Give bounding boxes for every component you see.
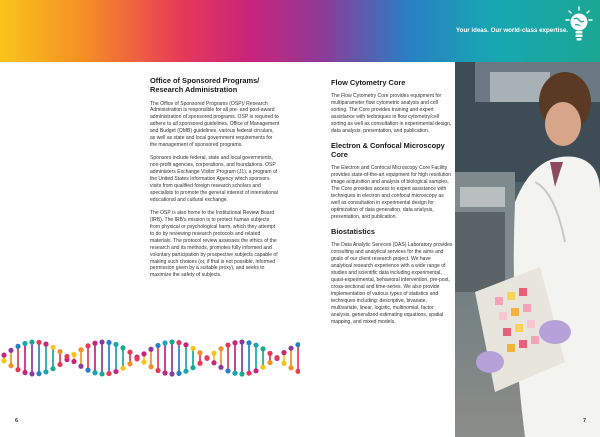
- dna-node: [113, 342, 118, 347]
- dna-node: [190, 346, 195, 351]
- dna-helix-graphic: [0, 300, 300, 420]
- dna-node: [15, 367, 20, 372]
- dna-node: [183, 369, 188, 374]
- dna-node: [71, 352, 76, 357]
- dna-node: [99, 371, 104, 376]
- dna-node: [120, 345, 125, 350]
- dna-node: [260, 346, 265, 351]
- dna-node: [169, 339, 174, 344]
- dna-node: [106, 371, 111, 376]
- dna-node: [29, 371, 34, 376]
- dna-node: [29, 340, 34, 345]
- osp-paragraph-1: The Office of Sponsored Programs (OSP)/ Research Administration is responsible for all pre- and post-award administration of sponsored programs. OSP is required to adhere to all sponsored guidelines, Office of Management and Budget (OMB) guidelines, various federal circulars, as well as state and local government requirements for the management of sponsored programs.: [150, 100, 280, 149]
- dna-node: [232, 371, 237, 376]
- dna-node: [78, 347, 83, 352]
- dna-node: [295, 342, 300, 347]
- dna-node: [92, 341, 97, 346]
- dna-node: [36, 371, 41, 376]
- dna-node: [64, 354, 69, 359]
- dna-node: [246, 371, 251, 376]
- dna-node: [169, 371, 174, 376]
- dna-node: [113, 369, 118, 374]
- dna-node: [85, 368, 90, 373]
- dna-node: [162, 370, 167, 375]
- dna-node: [232, 340, 237, 345]
- lab-photo-illustration: [455, 62, 600, 437]
- dna-node: [211, 360, 216, 365]
- osp-paragraph-2: Sponsors include federal, state and local governments, non-profit agencies, corporations, and foundations. OSP administers Exchange Visitor Program (J1), a program of the United States Information Agency which sponsors visits from qualified foreign research scholars and specialists to promote the general interest of international educational and cultural exchange.: [150, 155, 278, 203]
- dna-node: [50, 366, 55, 371]
- dna-node: [43, 369, 48, 374]
- page-number-right: 7: [583, 418, 587, 424]
- dna-node: [57, 362, 62, 367]
- dna-node: [8, 348, 13, 353]
- dna-node: [288, 346, 293, 351]
- dna-node: [15, 344, 20, 349]
- dna-node: [288, 365, 293, 370]
- dna-node: [239, 339, 244, 344]
- dna-node: [253, 343, 258, 348]
- middle-column: [331, 76, 453, 332]
- osp-heading: Office of Sponsored Programs/ Research Administration: [150, 76, 260, 95]
- dna-node: [127, 361, 132, 366]
- tagline: Your ideas. Our world-class expertise.: [456, 27, 568, 34]
- dna-node: [120, 366, 125, 371]
- dna-node: [204, 355, 209, 360]
- left-column: [150, 76, 280, 285]
- biostatistics-body: The Data Analytic Services (DAS) Laboratory provides consulting and analytical services for the aims and goals of our client research project. We have analytical research experience with a wide range of studies and scientific data including experimental, quasi-experimental, behavioral intervention, pre-post, cross-sectional and time-series. We also provide implementation of various types of statistics and techniques including: descriptive, bivariate, multivariate, linear, logistic, multinomial, factor analysis, generalized estimating equations, spatial mapping, and mixed models.: [331, 242, 453, 325]
- dna-node: [246, 340, 251, 345]
- dna-node: [57, 349, 62, 354]
- dna-node: [71, 359, 76, 364]
- dna-node: [225, 342, 230, 347]
- microscopy-heading: Electron & Confocal Microscopy Core: [331, 140, 445, 160]
- dna-node: [8, 363, 13, 368]
- dna-node: [267, 351, 272, 356]
- flow-cytometry-body: The Flow Cytometry Core provides equipment for multiparameter flow cytometric analysis and cell sorting. The Core provides training and expert assistance with techniques in flow cytometry/cell sorting as well as consultation in experimental design, data analysis, presentation, and publication.: [331, 93, 452, 135]
- dna-node: [190, 365, 195, 370]
- dna-node: [295, 369, 300, 374]
- dna-node: [50, 345, 55, 350]
- dna-node: [106, 340, 111, 345]
- dna-node: [267, 360, 272, 365]
- dna-node: [141, 360, 146, 365]
- lab-photo: [455, 62, 600, 437]
- dna-node: [148, 364, 153, 369]
- dna-node: [176, 340, 181, 345]
- dna-node: [127, 350, 132, 355]
- dna-node: [99, 339, 104, 344]
- lightbulb-globe-icon: [565, 6, 593, 46]
- dna-node: [1, 358, 6, 363]
- dna-node: [78, 364, 83, 369]
- dna-node: [92, 370, 97, 375]
- dna-node: [141, 351, 146, 356]
- dna-node: [281, 350, 286, 355]
- dna-node: [211, 351, 216, 356]
- biostatistics-heading: Biostatistics: [331, 227, 375, 237]
- dna-node: [176, 371, 181, 376]
- dna-node: [155, 368, 160, 373]
- dna-node: [1, 353, 6, 358]
- dna-node: [218, 365, 223, 370]
- dna-node: [260, 365, 265, 370]
- dna-node: [274, 355, 279, 360]
- page-number-left: 6: [15, 418, 19, 424]
- dna-node: [197, 361, 202, 366]
- dna-node: [155, 343, 160, 348]
- dna-node: [22, 370, 27, 375]
- dna-node: [134, 356, 139, 361]
- dna-node: [183, 342, 188, 347]
- microscopy-body: The Electron and Confocal Microscopy Core Facility provides state-of-the-art equipment for high resolution image acquisition and analysis of biological samples. The Core provides access to expert assistance with techniques in electron and confocal microscopy as well as consultation in experimental design for optimization of data generation, data analysis, presentation, and publication.: [331, 165, 452, 221]
- dna-node: [253, 368, 258, 373]
- dna-node: [218, 346, 223, 351]
- dna-node: [281, 361, 286, 366]
- osp-paragraph-3: The OSP is also home to the Institutional Review Board (IRB). The IRB's mission is to protect human subjects from physical or psychological harm, which they attempt to do by reviewing research protocols and related materials. The protocol review assesses the ethics of the research and its methods, promotes fully informed and voluntary participation by prospective subjects capable of making such choices (or, if that is not possible, informed permission given by a suitable proxy), and seeks to maximize the safety of subjects.: [150, 209, 278, 279]
- dna-node: [197, 350, 202, 355]
- dna-node: [36, 340, 41, 345]
- dna-node: [43, 342, 48, 347]
- dna-node: [239, 371, 244, 376]
- flow-cytometry-heading: Flow Cytometry Core: [331, 78, 406, 87]
- dna-node: [22, 341, 27, 346]
- dna-node: [162, 340, 167, 345]
- dna-node: [85, 343, 90, 348]
- dna-node: [225, 368, 230, 373]
- dna-node: [148, 347, 153, 352]
